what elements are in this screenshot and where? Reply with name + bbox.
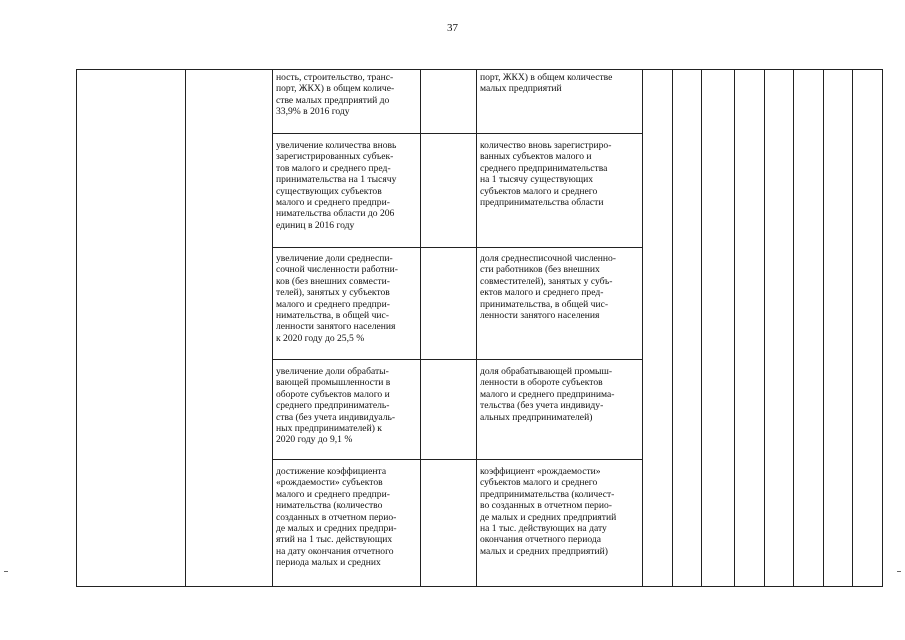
column-line <box>882 69 883 587</box>
column-line <box>793 69 794 587</box>
goal-cell: увеличение количества вновь зарегистрированных субъек- тов малого и среднего пред- принимательства на 1 тысячу существующих субъектов малого и среднего предпри- нимательства области до 206 единиц в 2016 году <box>276 140 397 231</box>
indicator-cell: доля среднесписочной численно- сти работников (без внешних совместителей), занятых у субъ- ектов малого и среднего пред- принимательства, в общей чис- ленности занятого населения <box>480 253 616 322</box>
row-divider <box>272 133 643 134</box>
row-divider <box>272 359 643 360</box>
column-line <box>764 69 765 587</box>
row-divider <box>272 459 643 460</box>
row-divider <box>272 247 643 248</box>
column-line <box>642 69 643 587</box>
table-top-border <box>76 69 883 70</box>
indicator-cell: коэффициент «рождаемости» субъектов малого и среднего предпринимательства (количест- во созданных в отчетном перио- де малых и средних предприятий на 1 тыс. действующих на дату окончания отчетного периода малых и средних предприятий) <box>480 466 617 557</box>
table-bottom-border <box>76 586 883 587</box>
page-number: 37 <box>447 22 458 34</box>
column-line <box>76 69 77 587</box>
column-line <box>701 69 702 587</box>
goal-cell: ность, строительство, транс- порт, ЖКХ) в общем количе- стве малых предприятий до 33,9% в 2016 году <box>276 72 395 118</box>
column-line <box>272 69 273 587</box>
column-line <box>823 69 824 587</box>
column-line <box>185 69 186 587</box>
column-line <box>420 69 421 587</box>
goal-cell: достижение коэффициента «рождаемости» субъектов малого и среднего предпри- нимательства (количество созданных в отчетном перио- де малых и средних предпри- ятий на 1 тыс. действующих на дату окончания отчетного периода малых и средних <box>276 466 397 569</box>
goal-cell: увеличение доли обрабаты- вающей промышленности в обороте субъектов малого и среднего предприниматель- ства (без учета индивидуаль- ных предпринимателей) к 2020 году до 9,1 % <box>276 366 396 446</box>
indicator-cell: количество вновь зарегистриро- ванных субъектов малого и среднего предпринимательства на 1 тысячу существующих субъектов малого и среднего предпринимательства области <box>480 140 612 209</box>
column-line <box>476 69 477 587</box>
column-line <box>672 69 673 587</box>
scan-edge-mark <box>897 571 901 572</box>
goal-cell: увеличение доли среднеспи- сочной численности работни- ков (без внешних совмести- телей), занятых у субъектов малого и среднего предпри- нимательства, в общей чис- ленности занятого населения к 2020 году до 25,5 % <box>276 253 398 344</box>
scan-edge-mark <box>4 571 8 572</box>
column-line <box>734 69 735 587</box>
indicator-table <box>76 69 883 587</box>
indicator-cell: порт, ЖКХ) в общем количестве малых предприятий <box>480 72 613 95</box>
column-line <box>852 69 853 587</box>
indicator-cell: доля обрабатывающей промыш- ленности в обороте субъектов малого и среднего предпринима- тельства (без учета индивиду- альных предпринимателей) <box>480 366 615 423</box>
